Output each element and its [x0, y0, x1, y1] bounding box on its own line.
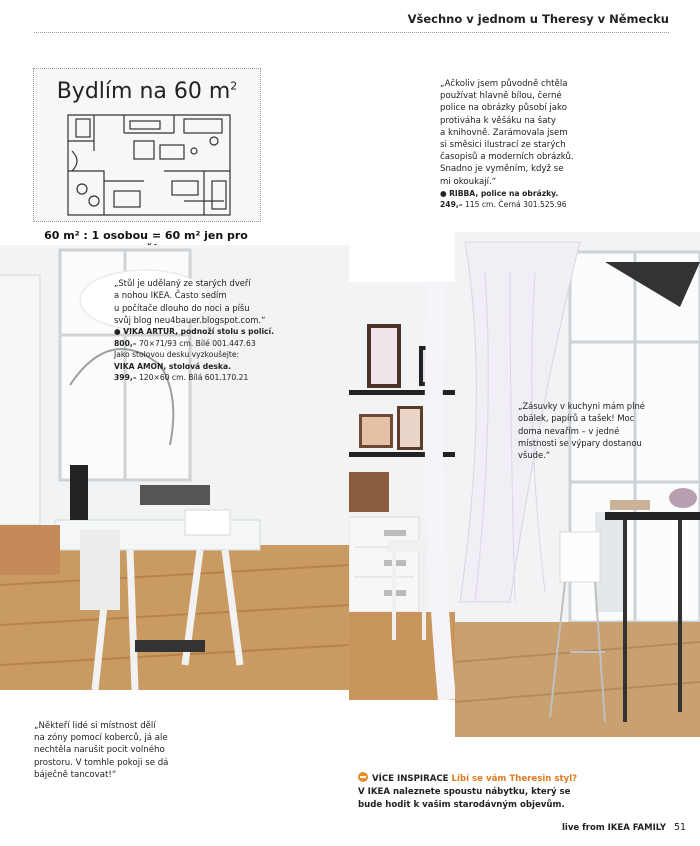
more-inspiration	[358, 772, 608, 812]
floorplan-title	[34, 79, 260, 104]
quote-desk	[114, 277, 289, 384]
more-inspiration-headline	[358, 772, 608, 786]
header-divider	[34, 32, 669, 33]
product-price: 249,–	[440, 200, 463, 210]
quote-line: všude.“	[518, 450, 551, 461]
quote-line: prostoru. V tomhle pokoji se dá	[34, 757, 169, 768]
product-note: Jako stolovou desku vyzkoušejte:	[114, 350, 240, 360]
quote-line: časopisů a moderních obrázků.	[440, 152, 574, 163]
quote-rugs	[34, 720, 189, 781]
floorplan-drawing	[64, 111, 234, 219]
floorplan-title-sup: 2	[230, 79, 238, 93]
bullet-icon: ●	[440, 188, 447, 198]
quote-line: báječně tancovat!“	[34, 769, 117, 780]
quote-line: používat hlavně bílou, černé	[440, 91, 562, 102]
product-vika-artur-price-line	[114, 338, 289, 350]
photo-picture-shelves	[349, 282, 457, 700]
page-number: 51	[674, 822, 687, 833]
quote-line: police na obrázky působí jako	[440, 103, 567, 114]
product-price: 800,–	[114, 338, 137, 348]
product-details: 115 cm. Černá 301.525.96	[462, 200, 567, 210]
quote-line: si směsici ilustrací ze starých	[440, 140, 566, 151]
quote-line: na zóny pomocí koberců, já ale	[34, 733, 168, 744]
product-price-line	[440, 199, 600, 211]
more-inspiration-label: VÍCE INSPIRACE	[372, 774, 449, 784]
quote-line: „Ačkoliv jsem původně chtěla	[440, 79, 568, 89]
floorplan-box	[33, 68, 261, 222]
product-vika-artur: ● VIKA ARTUR, podnoží stolu s policí.	[114, 327, 275, 337]
quote-line: a nohou IKEA. Často sedím	[114, 290, 227, 301]
product-details: 120×60 cm. Bílá 601.170.21	[136, 373, 249, 383]
product-name: RIBBA, police na obrázky.	[449, 188, 559, 198]
arrow-right-icon	[358, 772, 368, 782]
quote-line: místnosti se výpary dostanou	[518, 437, 642, 448]
quote-line: protiváha k věšáku na šaty	[440, 115, 556, 126]
quote-ribba	[440, 78, 600, 211]
quote-line: obálek, papírů a tašek! Moc	[518, 413, 635, 424]
quote-line: nechtěla narušit pocit volného	[34, 745, 165, 756]
quote-line: mi okoukají.“	[440, 176, 497, 187]
page-header-title: Všechno v jednom u Theresy v Německu	[407, 12, 669, 26]
quote-kitchen	[518, 400, 656, 461]
product-vika-amon: VIKA AMON, stolová deska.	[114, 361, 231, 371]
quote-line: a knihovně. Zarámovala jsem	[440, 127, 568, 138]
floorplan-caption: 60 m² : 1 osobou = 60 m² jen pro	[44, 229, 248, 242]
quote-line: u počítače dlouho do noci a píšu	[114, 302, 250, 313]
product-price: 399,–	[114, 373, 137, 383]
product-ribba	[440, 188, 600, 200]
quote-line: svůj blog neu4bauer.blogspot.com.“	[114, 314, 266, 325]
photo-kitchen-curtain	[455, 232, 700, 737]
quote-line: „Stůl je udělaný ze starých dveří	[114, 278, 251, 288]
product-vika-amon-price-line	[114, 372, 289, 384]
quote-line: Snadno je vyměním, když se	[440, 164, 564, 175]
footer-magazine-name: live from IKEA FAMILY	[562, 823, 667, 833]
quote-line: doma nevařím – v jedné	[518, 425, 620, 436]
quote-line: „Někteří lidé si místnost dělí	[34, 721, 156, 731]
quote-line: „Zásuvky v kuchyni mám plné	[518, 401, 645, 411]
more-inspiration-lead: Líbí se vám Theresin styl?	[451, 774, 578, 784]
more-inspiration-line: V IKEA naleznete spoustu nábytku, který se	[358, 787, 571, 797]
floorplan-title-text: Bydlím na 60 m	[56, 79, 231, 104]
more-inspiration-line: bude hodit k vašim starodávným objevům.	[358, 800, 565, 810]
product-details: 70×71/93 cm. Bílé 001.447.63	[136, 338, 256, 348]
